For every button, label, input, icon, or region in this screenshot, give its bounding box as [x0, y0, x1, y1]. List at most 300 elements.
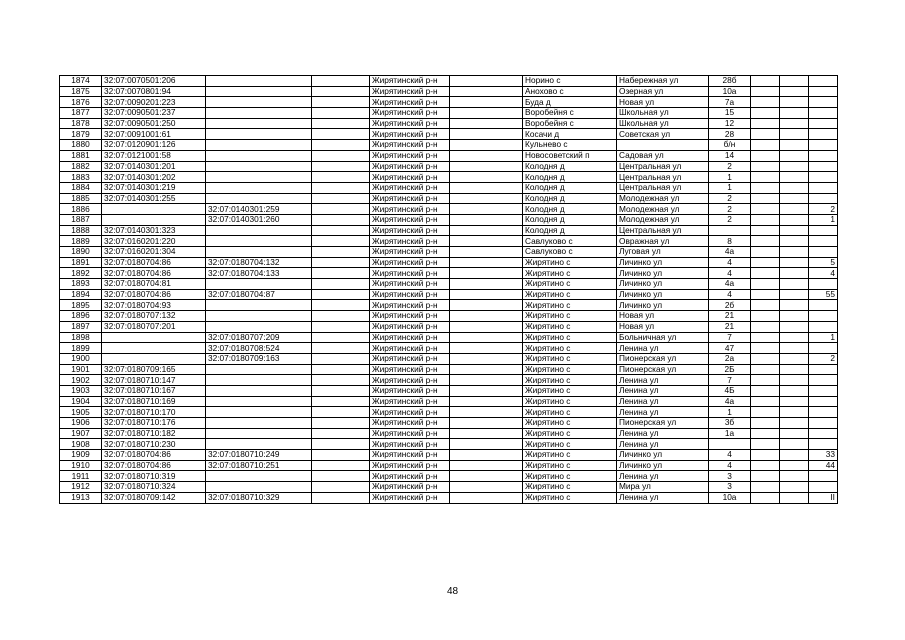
row-number-cell: 1900 [60, 353, 102, 364]
district-cell: Жирятинский р-н [370, 86, 450, 97]
district-cell: Жирятинский р-н [370, 353, 450, 364]
apartment-cell [809, 396, 838, 407]
register-table [59, 75, 838, 504]
apartment-cell: 2 [809, 204, 838, 215]
extra-cell-2 [780, 161, 809, 172]
cadastral-number-cell: 32:07:0070501:206 [102, 76, 206, 87]
extra-cell-2 [780, 353, 809, 364]
row-number-cell: 1895 [60, 300, 102, 311]
settlement-cell: Колодня д [523, 172, 617, 183]
house-cell: 4а [709, 396, 751, 407]
blank-cell-2 [450, 97, 523, 108]
house-cell: 3 [709, 482, 751, 493]
blank-cell-2 [450, 279, 523, 290]
settlement-cell: Жирятино с [523, 311, 617, 322]
house-cell: 4 [709, 460, 751, 471]
extra-cell-1 [751, 450, 780, 461]
house-cell: 2 [709, 161, 751, 172]
extra-cell-2 [780, 364, 809, 375]
cadastral-number-cell: 32:07:0180707:201 [102, 321, 206, 332]
sub-cadastral-number-cell [206, 385, 312, 396]
district-cell: Жирятинский р-н [370, 364, 450, 375]
district-cell: Жирятинский р-н [370, 343, 450, 354]
extra-cell-2 [780, 204, 809, 215]
row-number-cell: 1874 [60, 76, 102, 87]
blank-cell-2 [450, 364, 523, 375]
apartment-cell [809, 172, 838, 183]
extra-cell-1 [751, 375, 780, 386]
blank-cell-2 [450, 118, 523, 129]
street-cell: Личинко ул [617, 289, 709, 300]
apartment-cell: 5 [809, 257, 838, 268]
district-cell: Жирятинский р-н [370, 204, 450, 215]
street-cell: Центральная ул [617, 172, 709, 183]
street-cell [617, 140, 709, 151]
cadastral-number-cell: 32:07:0140301:202 [102, 172, 206, 183]
settlement-cell: Жирятино с [523, 492, 617, 503]
extra-cell-1 [751, 471, 780, 482]
blank-cell [312, 172, 370, 183]
street-cell: Личинко ул [617, 300, 709, 311]
district-cell: Жирятинский р-н [370, 182, 450, 193]
cadastral-number-cell: 32:07:0090501:237 [102, 108, 206, 119]
house-cell: 2 [709, 214, 751, 225]
table-row [60, 161, 838, 172]
row-number-cell: 1897 [60, 321, 102, 332]
district-cell: Жирятинский р-н [370, 161, 450, 172]
extra-cell-1 [751, 289, 780, 300]
sub-cadastral-number-cell: 32:07:0180709:163 [206, 353, 312, 364]
street-cell: Ленина ул [617, 407, 709, 418]
extra-cell-1 [751, 225, 780, 236]
settlement-cell: Савлуково с [523, 247, 617, 258]
apartment-cell [809, 385, 838, 396]
blank-cell [312, 439, 370, 450]
district-cell: Жирятинский р-н [370, 97, 450, 108]
cadastral-number-cell: 32:07:0160201:220 [102, 236, 206, 247]
table-row [60, 471, 838, 482]
sub-cadastral-number-cell [206, 161, 312, 172]
district-cell: Жирятинский р-н [370, 76, 450, 87]
settlement-cell: Жирятино с [523, 257, 617, 268]
blank-cell [312, 214, 370, 225]
settlement-cell: Жирятино с [523, 428, 617, 439]
extra-cell-1 [751, 172, 780, 183]
row-number-cell: 1889 [60, 236, 102, 247]
apartment-cell [809, 182, 838, 193]
street-cell: Озерная ул [617, 86, 709, 97]
row-number-cell: 1886 [60, 204, 102, 215]
extra-cell-2 [780, 343, 809, 354]
extra-cell-2 [780, 396, 809, 407]
sub-cadastral-number-cell [206, 76, 312, 87]
blank-cell [312, 300, 370, 311]
row-number-cell: 1877 [60, 108, 102, 119]
cadastral-number-cell: 32:07:0070801:94 [102, 86, 206, 97]
apartment-cell: 1 [809, 214, 838, 225]
cadastral-number-cell: 32:07:0180704:86 [102, 257, 206, 268]
settlement-cell: Жирятино с [523, 418, 617, 429]
blank-cell [312, 289, 370, 300]
district-cell: Жирятинский р-н [370, 172, 450, 183]
street-cell: Новая ул [617, 311, 709, 322]
house-cell: 1а [709, 428, 751, 439]
table-row [60, 396, 838, 407]
blank-cell [312, 321, 370, 332]
table-row [60, 108, 838, 119]
extra-cell-2 [780, 482, 809, 493]
district-cell: Жирятинский р-н [370, 140, 450, 151]
row-number-cell: 1899 [60, 343, 102, 354]
row-number-cell: 1908 [60, 439, 102, 450]
house-cell: 3б [709, 418, 751, 429]
extra-cell-2 [780, 182, 809, 193]
cadastral-number-cell: 32:07:0180710:147 [102, 375, 206, 386]
house-cell: 14 [709, 150, 751, 161]
blank-cell [312, 118, 370, 129]
table-row [60, 225, 838, 236]
extra-cell-1 [751, 300, 780, 311]
cadastral-number-cell: 32:07:0140301:323 [102, 225, 206, 236]
house-cell: 21 [709, 321, 751, 332]
blank-cell-2 [450, 204, 523, 215]
settlement-cell: Жирятино с [523, 439, 617, 450]
extra-cell-2 [780, 289, 809, 300]
extra-cell-1 [751, 492, 780, 503]
sub-cadastral-number-cell [206, 118, 312, 129]
cadastral-number-cell: 32:07:0180704:93 [102, 300, 206, 311]
street-cell: Центральная ул [617, 182, 709, 193]
table-row [60, 140, 838, 151]
blank-cell [312, 353, 370, 364]
street-cell: Пионерская ул [617, 364, 709, 375]
house-cell: 21 [709, 311, 751, 322]
blank-cell [312, 193, 370, 204]
district-cell: Жирятинский р-н [370, 150, 450, 161]
sub-cadastral-number-cell [206, 482, 312, 493]
cadastral-number-cell [102, 332, 206, 343]
district-cell: Жирятинский р-н [370, 471, 450, 482]
district-cell: Жирятинский р-н [370, 407, 450, 418]
row-number-cell: 1878 [60, 118, 102, 129]
street-cell: Советская ул [617, 129, 709, 140]
extra-cell-1 [751, 385, 780, 396]
blank-cell [312, 428, 370, 439]
cadastral-number-cell: 32:07:0140301:219 [102, 182, 206, 193]
settlement-cell: Колодня д [523, 225, 617, 236]
blank-cell-2 [450, 385, 523, 396]
cadastral-number-cell: 32:07:0160201:304 [102, 247, 206, 258]
blank-cell-2 [450, 300, 523, 311]
blank-cell-2 [450, 76, 523, 87]
blank-cell-2 [450, 225, 523, 236]
table-row [60, 482, 838, 493]
blank-cell [312, 150, 370, 161]
house-cell: 4а [709, 279, 751, 290]
settlement-cell: Воробейня с [523, 108, 617, 119]
table-row [60, 150, 838, 161]
settlement-cell: Колодня д [523, 161, 617, 172]
extra-cell-1 [751, 482, 780, 493]
blank-cell [312, 492, 370, 503]
district-cell: Жирятинский р-н [370, 375, 450, 386]
blank-cell [312, 418, 370, 429]
extra-cell-1 [751, 193, 780, 204]
blank-cell [312, 140, 370, 151]
blank-cell-2 [450, 418, 523, 429]
house-cell: 4 [709, 450, 751, 461]
apartment-cell [809, 108, 838, 119]
row-number-cell: 1904 [60, 396, 102, 407]
settlement-cell: Жирятино с [523, 385, 617, 396]
blank-cell [312, 257, 370, 268]
blank-cell-2 [450, 353, 523, 364]
row-number-cell: 1880 [60, 140, 102, 151]
cadastral-number-cell: 32:07:0180704:86 [102, 268, 206, 279]
sub-cadastral-number-cell [206, 407, 312, 418]
sub-cadastral-number-cell [206, 129, 312, 140]
extra-cell-2 [780, 428, 809, 439]
settlement-cell: Воробейня с [523, 118, 617, 129]
extra-cell-1 [751, 332, 780, 343]
house-cell: 7а [709, 97, 751, 108]
district-cell: Жирятинский р-н [370, 385, 450, 396]
house-cell: 2б [709, 300, 751, 311]
blank-cell-2 [450, 193, 523, 204]
extra-cell-1 [751, 364, 780, 375]
district-cell: Жирятинский р-н [370, 108, 450, 119]
house-cell: б/н [709, 140, 751, 151]
apartment-cell [809, 375, 838, 386]
extra-cell-1 [751, 204, 780, 215]
district-cell: Жирятинский р-н [370, 257, 450, 268]
street-cell: Луговая ул [617, 247, 709, 258]
house-cell: 1 [709, 182, 751, 193]
blank-cell-2 [450, 129, 523, 140]
extra-cell-2 [780, 97, 809, 108]
district-cell: Жирятинский р-н [370, 225, 450, 236]
street-cell: Молодежная ул [617, 193, 709, 204]
extra-cell-2 [780, 129, 809, 140]
blank-cell [312, 86, 370, 97]
house-cell: 2 [709, 204, 751, 215]
street-cell: Новая ул [617, 321, 709, 332]
cadastral-number-cell [102, 353, 206, 364]
blank-cell-2 [450, 268, 523, 279]
blank-cell [312, 482, 370, 493]
extra-cell-1 [751, 236, 780, 247]
sub-cadastral-number-cell [206, 236, 312, 247]
blank-cell [312, 97, 370, 108]
house-cell: 28 [709, 129, 751, 140]
blank-cell-2 [450, 140, 523, 151]
apartment-cell: 44 [809, 460, 838, 471]
extra-cell-2 [780, 418, 809, 429]
table-row [60, 407, 838, 418]
cadastral-number-cell: 32:07:0121001:58 [102, 150, 206, 161]
sub-cadastral-number-cell [206, 247, 312, 258]
street-cell: Ленина ул [617, 428, 709, 439]
cadastral-number-cell: 32:07:0180704:81 [102, 279, 206, 290]
apartment-cell [809, 161, 838, 172]
extra-cell-2 [780, 321, 809, 332]
table-row [60, 492, 838, 503]
cadastral-number-cell: 32:07:0180704:86 [102, 460, 206, 471]
table-row [60, 428, 838, 439]
blank-cell [312, 247, 370, 258]
blank-cell-2 [450, 471, 523, 482]
sub-cadastral-number-cell [206, 108, 312, 119]
blank-cell [312, 375, 370, 386]
sub-cadastral-number-cell [206, 300, 312, 311]
extra-cell-2 [780, 247, 809, 258]
row-number-cell: 1887 [60, 214, 102, 225]
extra-cell-2 [780, 225, 809, 236]
page-number: 48 [446, 586, 459, 597]
table-row [60, 332, 838, 343]
settlement-cell: Жирятино с [523, 268, 617, 279]
table-row [60, 418, 838, 429]
district-cell: Жирятинский р-н [370, 118, 450, 129]
sub-cadastral-number-cell [206, 225, 312, 236]
district-cell: Жирятинский р-н [370, 279, 450, 290]
extra-cell-1 [751, 161, 780, 172]
row-number-cell: 1884 [60, 182, 102, 193]
house-cell: 10а [709, 86, 751, 97]
extra-cell-1 [751, 279, 780, 290]
table-row [60, 257, 838, 268]
row-number-cell: 1907 [60, 428, 102, 439]
table-row [60, 86, 838, 97]
extra-cell-2 [780, 257, 809, 268]
street-cell: Школьная ул [617, 108, 709, 119]
table-row [60, 236, 838, 247]
cadastral-number-cell: 32:07:0180710:170 [102, 407, 206, 418]
settlement-cell: Норино с [523, 76, 617, 87]
street-cell: Молодежная ул [617, 204, 709, 215]
blank-cell-2 [450, 236, 523, 247]
blank-cell-2 [450, 343, 523, 354]
street-cell: Школьная ул [617, 118, 709, 129]
district-cell: Жирятинский р-н [370, 268, 450, 279]
cadastral-number-cell [102, 214, 206, 225]
street-cell: Личинко ул [617, 257, 709, 268]
blank-cell [312, 268, 370, 279]
extra-cell-2 [780, 268, 809, 279]
row-number-cell: 1905 [60, 407, 102, 418]
house-cell: 3 [709, 471, 751, 482]
blank-cell-2 [450, 257, 523, 268]
district-cell: Жирятинский р-н [370, 321, 450, 332]
street-cell: Ленина ул [617, 471, 709, 482]
table-row [60, 129, 838, 140]
extra-cell-1 [751, 428, 780, 439]
cadastral-number-cell: 32:07:0140301:201 [102, 161, 206, 172]
settlement-cell: Новосоветский п [523, 150, 617, 161]
extra-cell-2 [780, 311, 809, 322]
apartment-cell [809, 321, 838, 332]
extra-cell-1 [751, 396, 780, 407]
table-row [60, 375, 838, 386]
sub-cadastral-number-cell: 32:07:0180710:249 [206, 450, 312, 461]
table-row [60, 279, 838, 290]
blank-cell-2 [450, 460, 523, 471]
street-cell: Ленина ул [617, 439, 709, 450]
sub-cadastral-number-cell [206, 86, 312, 97]
extra-cell-1 [751, 108, 780, 119]
cadastral-number-cell [102, 204, 206, 215]
street-cell: Садовая ул [617, 150, 709, 161]
row-number-cell: 1890 [60, 247, 102, 258]
table-row [60, 268, 838, 279]
district-cell: Жирятинский р-н [370, 332, 450, 343]
sub-cadastral-number-cell [206, 172, 312, 183]
apartment-cell [809, 482, 838, 493]
blank-cell-2 [450, 311, 523, 322]
table-row [60, 76, 838, 87]
extra-cell-1 [751, 118, 780, 129]
extra-cell-1 [751, 150, 780, 161]
sub-cadastral-number-cell [206, 375, 312, 386]
extra-cell-2 [780, 108, 809, 119]
settlement-cell: Жирятино с [523, 460, 617, 471]
house-cell: 7 [709, 375, 751, 386]
apartment-cell [809, 193, 838, 204]
settlement-cell: Жирятино с [523, 279, 617, 290]
blank-cell-2 [450, 407, 523, 418]
sub-cadastral-number-cell: 32:07:0180704:87 [206, 289, 312, 300]
blank-cell-2 [450, 108, 523, 119]
house-cell: 8 [709, 236, 751, 247]
apartment-cell [809, 364, 838, 375]
district-cell: Жирятинский р-н [370, 193, 450, 204]
row-number-cell: 1892 [60, 268, 102, 279]
sub-cadastral-number-cell [206, 471, 312, 482]
blank-cell [312, 364, 370, 375]
street-cell: Овражная ул [617, 236, 709, 247]
sub-cadastral-number-cell: 32:07:0140301:260 [206, 214, 312, 225]
street-cell: Мира ул [617, 482, 709, 493]
house-cell: 7 [709, 332, 751, 343]
district-cell: Жирятинский р-н [370, 236, 450, 247]
row-number-cell: 1906 [60, 418, 102, 429]
street-cell: Ленина ул [617, 385, 709, 396]
street-cell: Ленина ул [617, 375, 709, 386]
house-cell: 4Б [709, 385, 751, 396]
apartment-cell: 4 [809, 268, 838, 279]
row-number-cell: 1901 [60, 364, 102, 375]
street-cell: Молодежная ул [617, 214, 709, 225]
extra-cell-2 [780, 439, 809, 450]
blank-cell [312, 279, 370, 290]
house-cell: 12 [709, 118, 751, 129]
sub-cadastral-number-cell [206, 321, 312, 332]
house-cell: 1 [709, 172, 751, 183]
sub-cadastral-number-cell [206, 193, 312, 204]
row-number-cell: 1893 [60, 279, 102, 290]
apartment-cell [809, 150, 838, 161]
street-cell: Ленина ул [617, 343, 709, 354]
apartment-cell [809, 311, 838, 322]
settlement-cell: Жирятино с [523, 471, 617, 482]
table-row [60, 343, 838, 354]
row-number-cell: 1911 [60, 471, 102, 482]
row-number-cell: 1903 [60, 385, 102, 396]
apartment-cell [809, 279, 838, 290]
extra-cell-1 [751, 268, 780, 279]
extra-cell-1 [751, 439, 780, 450]
extra-cell-2 [780, 118, 809, 129]
